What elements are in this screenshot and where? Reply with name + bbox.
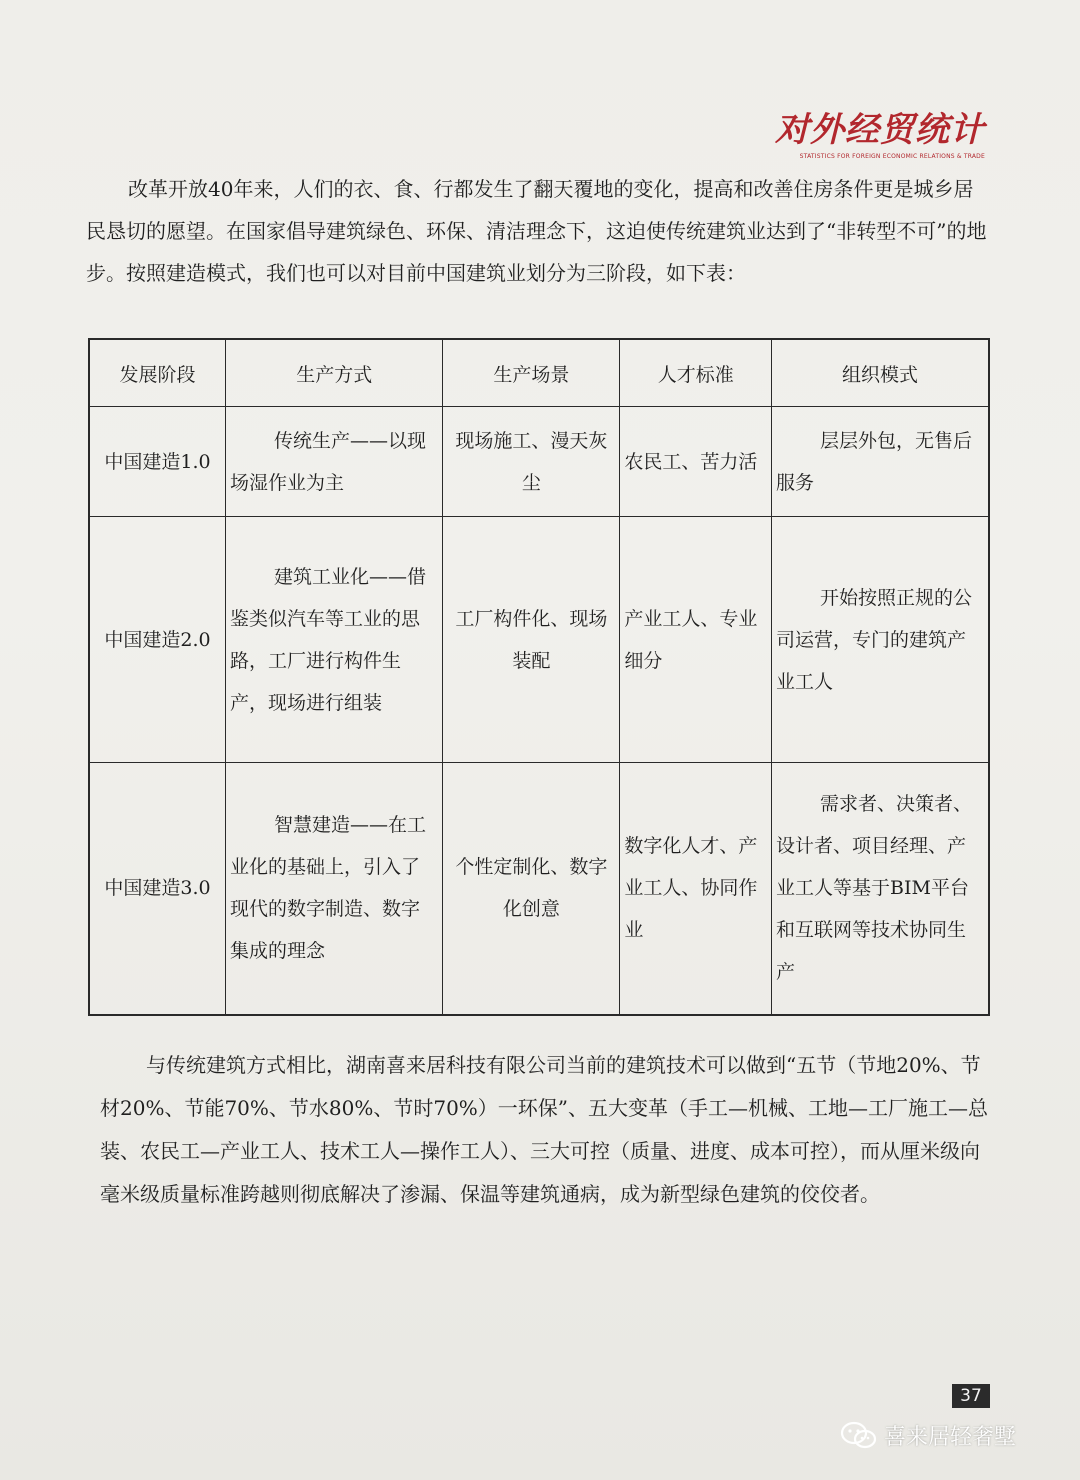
cell-stage: 中国建造1.0 [89, 407, 226, 517]
cell-stage: 中国建造3.0 [89, 763, 226, 1015]
cell-org: 需求者、决策者、设计者、项目经理、产业工人等基于BIM平台和互联网等技术协同生产 [772, 763, 989, 1015]
table-row [89, 407, 989, 517]
cell-method: 传统生产——以现场湿作业为主 [226, 407, 443, 517]
cell-org: 层层外包，无售后服务 [772, 407, 989, 517]
table-row [89, 763, 989, 1015]
header-scene: 生产场景 [443, 339, 620, 407]
cell-scene: 现场施工、漫天灰尘 [443, 407, 620, 517]
header-talent: 人才标准 [620, 339, 772, 407]
journal-logo-text: 对外经贸统计 [775, 110, 985, 150]
cell-stage: 中国建造2.0 [89, 517, 226, 763]
header-org: 组织模式 [772, 339, 989, 407]
header-method: 生产方式 [226, 339, 443, 407]
journal-logo-subtitle: STATISTICS FOR FOREIGN ECONOMIC RELATIONS & TRADE [799, 153, 985, 160]
watermark-text: 喜来居轻奢墅 [884, 1425, 1017, 1450]
cell-talent: 数字化人才、产业工人、协同作业 [620, 763, 772, 1015]
table-row [89, 517, 989, 763]
cell-method: 建筑工业化——借鉴类似汽车等工业的思路，工厂进行构件生产，现场进行组装 [226, 517, 443, 763]
closing-paragraph: 与传统建筑方式相比，湖南喜来居科技有限公司当前的建筑技术可以做到“五节（节地20%、节材20%、节能70%、节水80%、节时70%）一环保”、五大变革（手工—机械、工地—工厂施工—总装、农民工—产业工人、技术工人—操作工人）、三大可控（质量、进度、成本可控），而从厘米级向毫米级质量标准跨越则彻底解决了渗漏、保温等建筑通病，成为新型绿色建筑的佼佼者。 [100, 1053, 989, 1206]
cell-talent: 农民工、苦力活 [620, 407, 772, 517]
table-header-row [89, 339, 989, 407]
cell-talent: 产业工人、专业细分 [620, 517, 772, 763]
intro-paragraph: 改革开放40年来，人们的衣、食、行都发生了翻天覆地的变化，提高和改善住房条件更是城乡居民恳切的愿望。在国家倡导建筑绿色、环保、清洁理念下，这迫使传统建筑业达到了“非转型不可”的地步。按照建造模式，我们也可以对目前中国建筑业划分为三阶段，如下表： [86, 177, 987, 285]
cell-method: 智慧建造——在工业化的基础上，引入了现代的数字制造、数字集成的理念 [226, 763, 443, 1015]
header-stage: 发展阶段 [89, 339, 226, 407]
watermark [840, 1420, 1016, 1451]
page-number: 37 [952, 1384, 990, 1408]
cell-scene: 工厂构件化、现场装配 [443, 517, 620, 763]
journal-logo [775, 102, 985, 160]
cell-scene: 个性定制化、数字化创意 [443, 763, 620, 1015]
construction-stages-table [88, 338, 990, 1016]
cell-org: 开始按照正规的公司运营，专门的建筑产业工人 [772, 517, 989, 763]
wechat-icon [840, 1421, 878, 1451]
